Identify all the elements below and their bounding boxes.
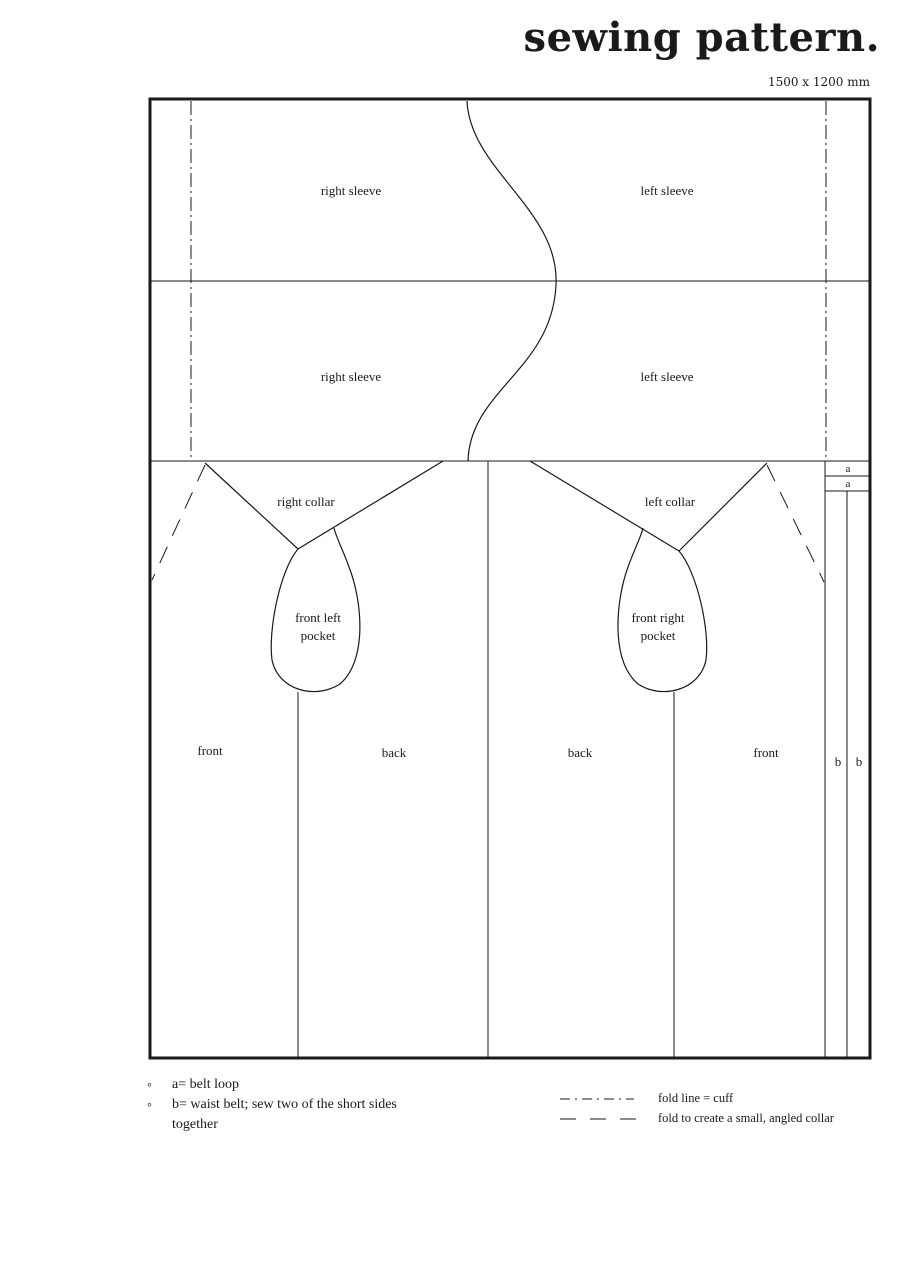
label-front-right-pocket-line1: front right [631,610,685,625]
long-dash-line-icon [558,1115,638,1123]
legend-label: fold line = cuff [658,1091,734,1105]
label-waist-belt-2: b [855,754,863,769]
label-front-right: front [753,745,779,760]
dash-dot-line-icon [558,1095,638,1103]
label-right-sleeve-bottom: right sleeve [320,369,382,384]
fabric-border [150,99,870,1058]
note-text: a= belt loop [172,1077,239,1092]
label-left-sleeve-top: left sleeve [640,183,694,198]
label-belt-loop-2: a [845,478,851,490]
label-front-left-pocket-line2: pocket [300,628,336,643]
label-left-collar: left collar [644,494,696,509]
label-belt-loop-1: a [845,463,851,475]
label-front-left-pocket-line1: front left [295,610,341,625]
note-text: b= waist belt; sew two of the short sides together [172,1097,397,1132]
note-waist-belt [146,1095,446,1135]
label-left-sleeve-bottom: left sleeve [640,369,694,384]
label-back-right: back [567,745,593,760]
notes-list [146,1075,446,1135]
bullet-icon: ∘ [146,1079,153,1091]
label-front-right-pocket-line2: pocket [640,628,676,643]
label-right-sleeve-top: right sleeve [320,183,382,198]
legend-label: fold to create a small, angled collar [658,1111,834,1125]
page-title: sewing pattern. [523,14,880,61]
label-right-collar: right collar [277,494,335,509]
collar-fold-right [767,465,824,582]
label-waist-belt-1: b [834,754,842,769]
label-front-left: front [197,743,223,758]
label-back-left: back [381,745,407,760]
note-belt-loop [146,1075,446,1095]
bullet-icon: ∘ [146,1099,153,1111]
fabric-dimensions: 1500 x 1200 mm [767,75,870,89]
collar-fold-left [152,465,205,580]
